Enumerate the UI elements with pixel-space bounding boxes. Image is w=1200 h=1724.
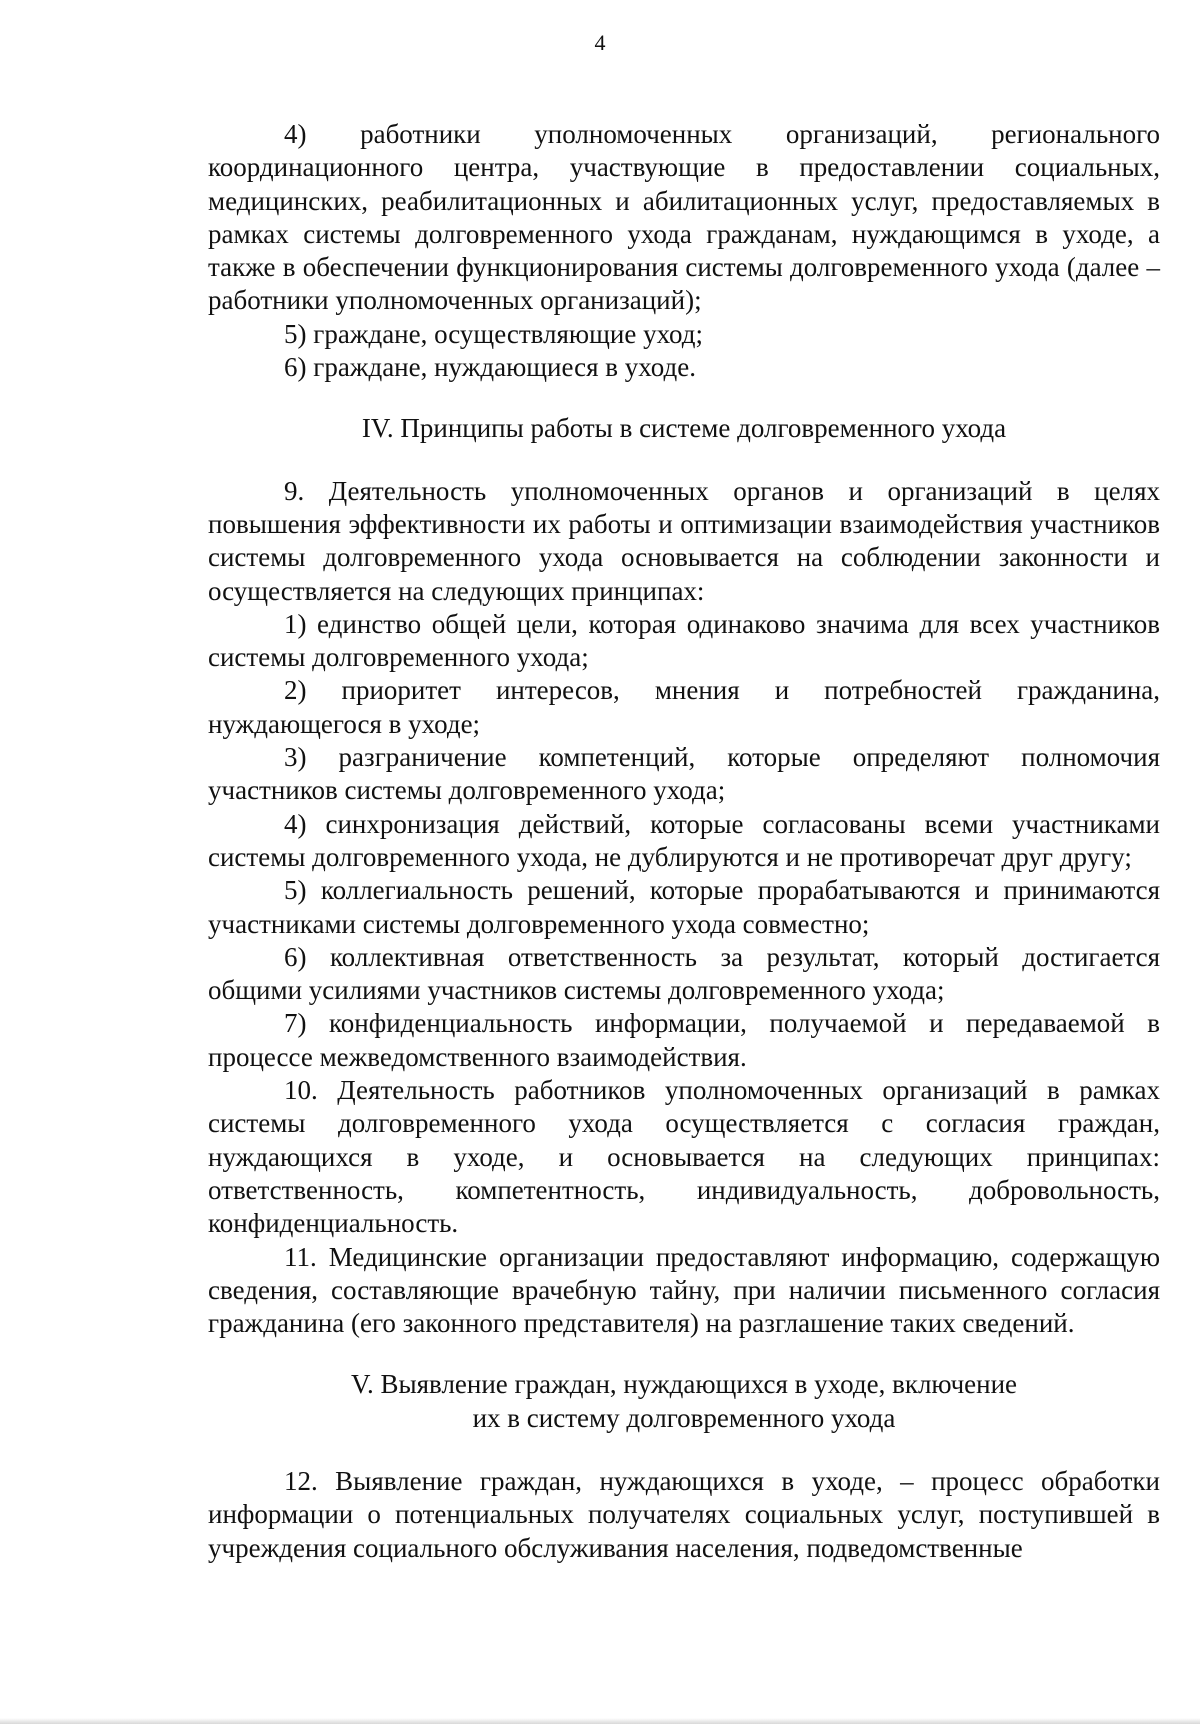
paragraph-principle-1: 1) единство общей цели, которая одинаково значима для всех участников системы долговременного ухода;	[208, 608, 1160, 673]
scan-edge-artifact	[0, 1718, 1200, 1724]
paragraph-clause-12: 12. Выявление граждан, нуждающихся в уходе, – процесс обработки информации о потенциальных получателях социальных услуг, поступившей в учреждения социального обслуживания населения, подведомственные	[208, 1465, 1160, 1563]
paragraph-clause-10: 10. Деятельность работников уполномоченных организаций в рамках системы долговременного ухода осуществляется с согласия граждан, нуждающихся в уходе, и основывается на следующих принципах: ответственность, компетентность, индивидуальность, добровольность, конфиденциальность.	[208, 1075, 1160, 1239]
spacer	[208, 1435, 1160, 1465]
paragraph-principle-2: 2) приоритет интересов, мнения и потребностей гражданина, нуждающегося в уходе;	[208, 675, 1160, 739]
page-number: 4	[594, 30, 606, 55]
paragraph-clause-11: 11. Медицинские организации предоставляют информацию, содержащую сведения, составляющие врачебную тайну, при наличии письменного согласия гражданина (его законного представителя) на разглашение таких сведений.	[208, 1241, 1160, 1339]
spacer	[208, 384, 1160, 412]
paragraph-principle-6: 6) коллективная ответственность за результат, который достигается общими усилиями участников системы долговременного ухода;	[208, 941, 1160, 1006]
section-heading-iv: IV. Принципы работы в системе долговременного ухода	[361, 413, 1007, 444]
document-body	[208, 118, 1160, 1565]
paragraph-clause-9: 9. Деятельность уполномоченных органов и организаций в целях повышения эффективности их работы и оптимизации взаимодействия участников системы долговременного ухода основывается на соблюдении законности и осуществляется на следующих принципах:	[208, 475, 1160, 606]
paragraph-principle-3: 3) разграничение компетенций, которые определяют полномочия участников системы долговременного ухода;	[208, 742, 1160, 806]
paragraph-item-6: 6) граждане, нуждающиеся в уходе.	[284, 352, 696, 383]
spacer	[208, 446, 1160, 475]
section-heading-v-line2: их в систему долговременного ухода	[472, 1402, 896, 1433]
paragraph-principle-5: 5) коллегиальность решений, которые прорабатываются и принимаются участниками системы долговременного ухода совместно;	[208, 875, 1160, 939]
paragraph-principle-4: 4) синхронизация действий, которые согласованы всеми участниками системы долговременного ухода, не дублируются и не противоречат друг другу;	[208, 808, 1160, 872]
paragraph-item-4: 4) работники уполномоченных организаций, регионального координационного центра, участвующие в предоставлении социальных, медицинских, реабилитационных и абилитационных услуг, предоставляемых в рамках системы долговременного ухода гражданам, нуждающимся в уходе, а также в обеспечении функционирования системы долговременного ухода (далее – работники уполномоченных организаций);	[208, 119, 1160, 316]
paragraph-item-5: 5) граждане, осуществляющие уход;	[284, 318, 704, 349]
paragraph-principle-7: 7) конфиденциальность информации, получаемой и передаваемой в процессе межведомственного взаимодействия.	[208, 1008, 1160, 1072]
section-heading-v-line1: V. Выявление граждан, нуждающихся в уходе, включение	[350, 1369, 1018, 1400]
spacer	[208, 1340, 1160, 1368]
